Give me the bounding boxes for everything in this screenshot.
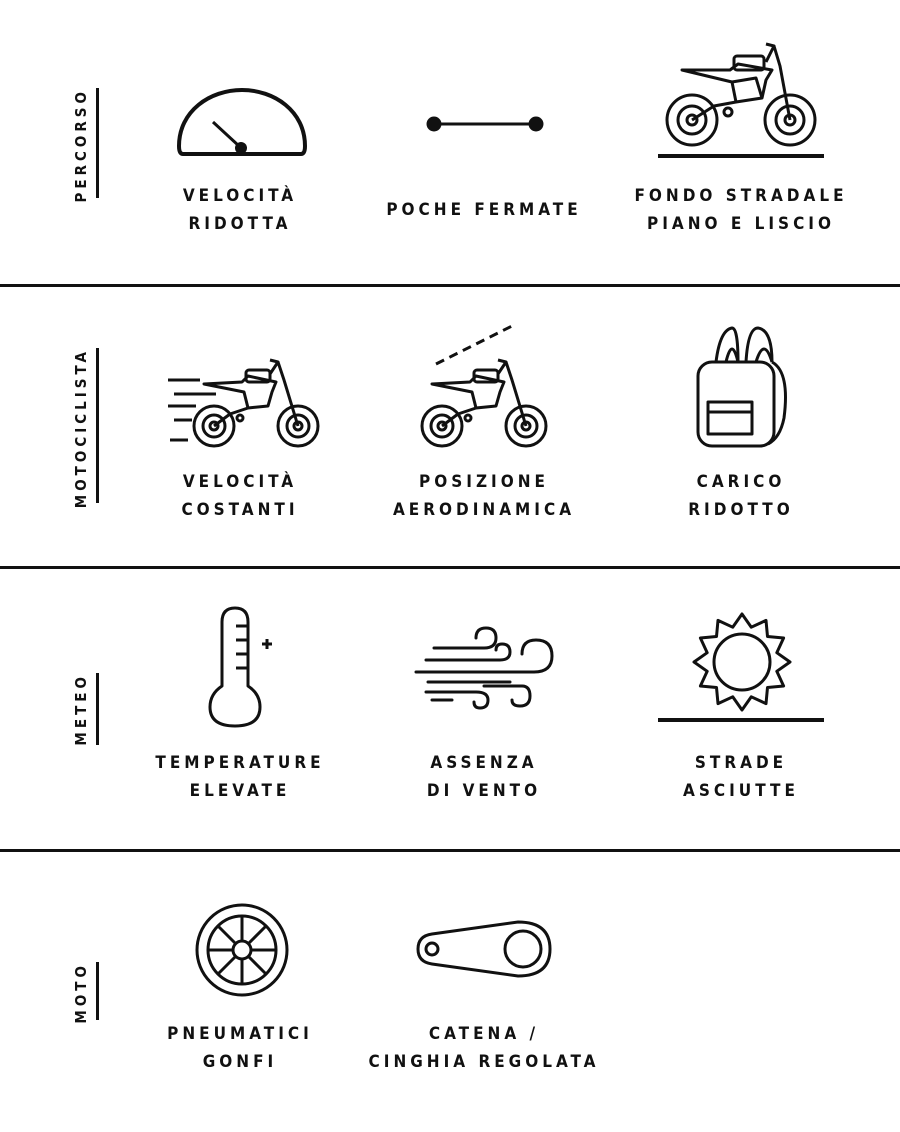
- section-bar-percorso: [96, 88, 99, 198]
- caption-velocita-costanti: VELOCITÀ COSTANTI: [181, 472, 299, 520]
- thermometer-icon: [204, 604, 284, 730]
- section-bar-meteo: [96, 673, 99, 745]
- caption-catena-cinghia: CATENA / CINGHIA REGOLATA: [368, 1024, 600, 1072]
- caption-posizione-aerodinamica: POSIZIONE AERODINAMICA: [392, 472, 576, 520]
- speedometer-icon: [175, 86, 309, 162]
- section-label-meteo: METEO: [72, 673, 90, 746]
- caption-strade-asciutte: STRADE ASCIUTTE: [683, 753, 799, 801]
- caption-assenza-di-vento: ASSENZA DI VENTO: [426, 753, 542, 801]
- caption-fondo-stradale: FONDO STRADALE PIANO E LISCIO: [634, 186, 848, 234]
- section-label-moto: MOTO: [72, 962, 90, 1024]
- caption-temperature-elevate: TEMPERATURE ELEVATE: [155, 753, 325, 801]
- caption-pneumatici-gonfi: PNEUMATICI GONFI: [167, 1024, 313, 1072]
- caption-carico-ridotto: CARICO RIDOTTO: [688, 472, 794, 520]
- backpack-icon: [692, 322, 792, 452]
- caption-velocita-ridotta: VELOCITÀ RIDOTTA: [182, 186, 298, 234]
- section-bar-motociclista: [96, 348, 99, 503]
- motorcycle-on-road-icon: [656, 40, 828, 162]
- section-divider: [0, 284, 900, 287]
- section-divider: [0, 566, 900, 569]
- section-divider: [0, 849, 900, 852]
- caption-poche-fermate: POCHE FERMATE: [386, 200, 582, 220]
- section-label-motociclista: MOTOCICLISTA: [72, 348, 90, 509]
- chain-icon: [414, 918, 556, 980]
- route-line-icon: [424, 114, 546, 134]
- speeding-motorcycle-icon: [164, 358, 324, 450]
- section-bar-moto: [96, 962, 99, 1020]
- aerodynamic-motorcycle-icon: [418, 322, 554, 450]
- sun-icon: [656, 610, 828, 726]
- section-label-percorso: PERCORSO: [72, 88, 90, 203]
- tyre-icon: [194, 902, 290, 998]
- wind-icon: [414, 624, 558, 712]
